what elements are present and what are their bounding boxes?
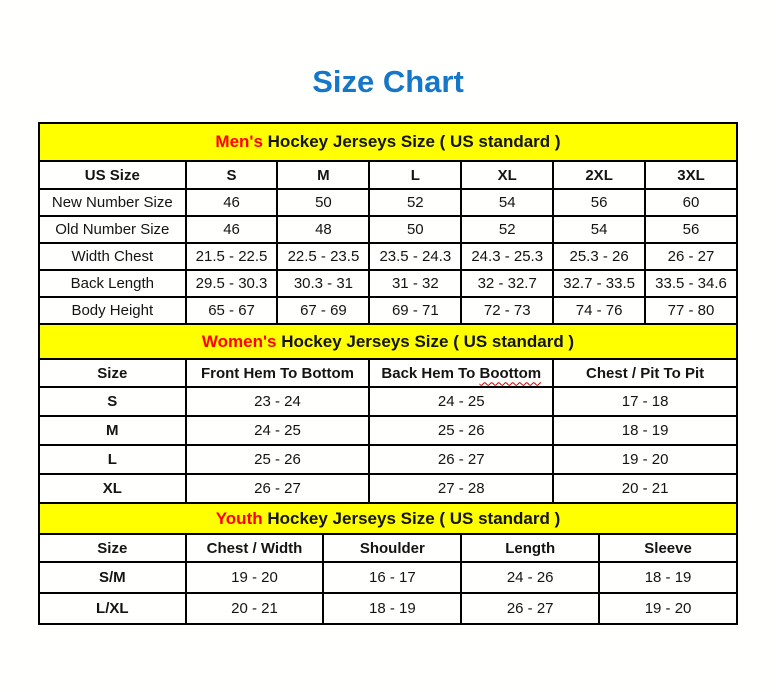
womens-band-cell xyxy=(39,324,737,359)
back-hem-text: Back Hem To xyxy=(381,364,476,382)
value-cell: 77 - 80 xyxy=(645,297,737,324)
header-cell-sleeve: Sleeve xyxy=(599,534,737,562)
value-cell: 50 xyxy=(277,189,369,216)
value-cell: 52 xyxy=(461,216,553,243)
womens-band-title: Hockey Jerseys Size ( US standard ) xyxy=(281,331,575,351)
row-label: L/XL xyxy=(39,593,186,624)
value-cell: 23 - 24 xyxy=(186,387,370,416)
youth-header-row xyxy=(39,534,737,562)
value-cell: 30.3 - 31 xyxy=(277,270,369,297)
table-row-women-s xyxy=(39,387,737,416)
value-cell: 19 - 20 xyxy=(186,562,324,593)
value-cell: 25 - 26 xyxy=(369,416,553,445)
value-cell: 46 xyxy=(186,216,278,243)
value-cell: 20 - 21 xyxy=(553,474,737,503)
value-cell: 21.5 - 22.5 xyxy=(186,243,278,270)
row-label: New Number Size xyxy=(39,189,186,216)
mens-size-table xyxy=(38,122,738,325)
header-cell-back-hem xyxy=(369,359,553,387)
value-cell: 25.3 - 26 xyxy=(553,243,645,270)
table-row-back-length xyxy=(39,270,737,297)
mens-header-row xyxy=(39,161,737,189)
table-row-women-l xyxy=(39,445,737,474)
value-cell: 26 - 27 xyxy=(186,474,370,503)
youth-band-cell xyxy=(39,503,737,534)
value-cell: 74 - 76 xyxy=(553,297,645,324)
row-label: M xyxy=(39,416,186,445)
value-cell: 29.5 - 30.3 xyxy=(186,270,278,297)
value-cell: 56 xyxy=(645,216,737,243)
value-cell: 24.3 - 25.3 xyxy=(461,243,553,270)
value-cell: 17 - 18 xyxy=(553,387,737,416)
header-cell-s: S xyxy=(186,161,278,189)
value-cell: 26 - 27 xyxy=(461,593,599,624)
youth-band-highlight: Youth xyxy=(215,508,263,528)
mens-band-cell xyxy=(39,123,737,161)
header-cell-front-hem: Front Hem To Bottom xyxy=(186,359,370,387)
mens-band-highlight: Men's xyxy=(215,132,263,151)
youth-size-table xyxy=(38,502,738,625)
table-row-width-chest xyxy=(39,243,737,270)
table-row-youth-sm xyxy=(39,562,737,593)
value-cell: 24 - 25 xyxy=(186,416,370,445)
header-cell-m: M xyxy=(277,161,369,189)
value-cell: 24 - 26 xyxy=(461,562,599,593)
value-cell: 52 xyxy=(369,189,461,216)
value-cell: 26 - 27 xyxy=(369,445,553,474)
womens-header-row xyxy=(39,359,737,387)
mens-band-title: Hockey Jerseys Size ( US standard ) xyxy=(267,132,561,151)
womens-section-band xyxy=(39,324,737,359)
value-cell: 50 xyxy=(369,216,461,243)
womens-band-highlight: Women's xyxy=(201,331,277,351)
row-label: Body Height xyxy=(39,297,186,324)
value-cell: 60 xyxy=(645,189,737,216)
mens-section-band xyxy=(39,123,737,161)
page-title: Size Chart xyxy=(312,64,464,99)
row-label: L xyxy=(39,445,186,474)
value-cell: 69 - 71 xyxy=(369,297,461,324)
value-cell: 54 xyxy=(553,216,645,243)
value-cell: 31 - 32 xyxy=(369,270,461,297)
header-cell-size: Size xyxy=(39,534,186,562)
header-cell-xl: XL xyxy=(461,161,553,189)
row-label: S/M xyxy=(39,562,186,593)
value-cell: 72 - 73 xyxy=(461,297,553,324)
value-cell: 18 - 19 xyxy=(323,593,461,624)
value-cell: 27 - 28 xyxy=(369,474,553,503)
value-cell: 26 - 27 xyxy=(645,243,737,270)
row-label: Back Length xyxy=(39,270,186,297)
womens-size-table xyxy=(38,323,738,504)
table-row-new-number-size xyxy=(39,189,737,216)
youth-band-title: Hockey Jerseys Size ( US standard ) xyxy=(267,508,561,528)
header-cell-chest-width: Chest / Width xyxy=(186,534,324,562)
value-cell: 25 - 26 xyxy=(186,445,370,474)
youth-section-band xyxy=(39,503,737,534)
header-cell-shoulder: Shoulder xyxy=(323,534,461,562)
size-chart-tables xyxy=(38,122,738,625)
value-cell: 54 xyxy=(461,189,553,216)
header-cell-3xl: 3XL xyxy=(645,161,737,189)
value-cell: 32.7 - 33.5 xyxy=(553,270,645,297)
header-cell-2xl: 2XL xyxy=(553,161,645,189)
value-cell: 56 xyxy=(553,189,645,216)
value-cell: 18 - 19 xyxy=(553,416,737,445)
value-cell: 67 - 69 xyxy=(277,297,369,324)
value-cell: 33.5 - 34.6 xyxy=(645,270,737,297)
value-cell: 23.5 - 24.3 xyxy=(369,243,461,270)
value-cell: 20 - 21 xyxy=(186,593,324,624)
value-cell: 18 - 19 xyxy=(599,562,737,593)
value-cell: 19 - 20 xyxy=(553,445,737,474)
header-cell-us-size: US Size xyxy=(39,161,186,189)
table-row-body-height xyxy=(39,297,737,324)
value-cell: 65 - 67 xyxy=(186,297,278,324)
table-row-women-m xyxy=(39,416,737,445)
value-cell: 48 xyxy=(277,216,369,243)
value-cell: 46 xyxy=(186,189,278,216)
row-label: Width Chest xyxy=(39,243,186,270)
row-label: XL xyxy=(39,474,186,503)
value-cell: 16 - 17 xyxy=(323,562,461,593)
value-cell: 32 - 32.7 xyxy=(461,270,553,297)
value-cell: 22.5 - 23.5 xyxy=(277,243,369,270)
header-cell-size: Size xyxy=(39,359,186,387)
value-cell: 19 - 20 xyxy=(599,593,737,624)
header-cell-l: L xyxy=(369,161,461,189)
table-row-old-number-size xyxy=(39,216,737,243)
header-cell-length: Length xyxy=(461,534,599,562)
row-label: Old Number Size xyxy=(39,216,186,243)
table-row-women-xl xyxy=(39,474,737,503)
table-row-youth-lxl xyxy=(39,593,737,624)
value-cell: 24 - 25 xyxy=(369,387,553,416)
row-label: S xyxy=(39,387,186,416)
header-cell-chest-pit: Chest / Pit To Pit xyxy=(553,359,737,387)
back-hem-typo-word: Boottom xyxy=(479,364,542,382)
